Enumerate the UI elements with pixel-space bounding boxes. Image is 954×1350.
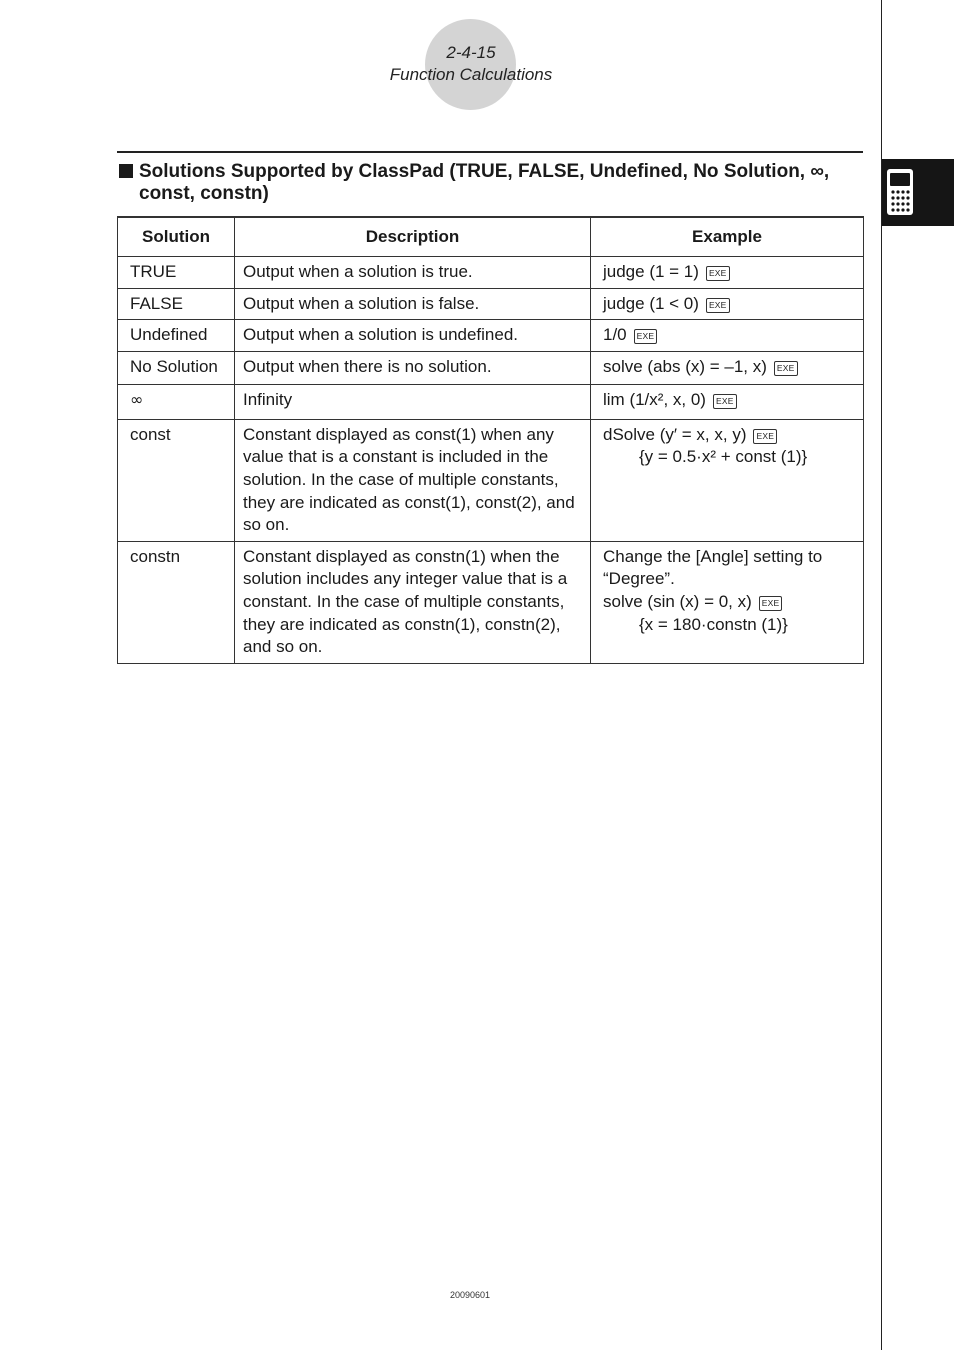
solution-cell: TRUE — [118, 257, 235, 289]
page-number: 2-4-15 — [446, 43, 496, 62]
exe-key-icon: EXE — [634, 329, 658, 344]
example-result: {x = 180·constn (1)} — [639, 614, 788, 634]
example-cell — [591, 320, 864, 352]
example-cell — [591, 288, 864, 320]
description-cell: Constant displayed as constn(1) when the solution includes any integer value that is a constant. In the case of multiple constants, they are indicated as constn(1), constn(2), and so on. — [235, 541, 591, 663]
solution-cell — [118, 384, 235, 419]
example-result: {y = 0.5·x² + const (1)} — [639, 447, 808, 467]
table-row — [118, 351, 864, 384]
section-heading — [117, 161, 867, 205]
example-text: solve (abs (x) = –1, x) — [603, 356, 767, 376]
example-cell — [591, 257, 864, 289]
table-row — [118, 320, 864, 352]
description-cell: Output when a solution is true. — [235, 257, 591, 289]
table-row — [118, 384, 864, 419]
chapter-tab — [882, 159, 954, 226]
example-cell — [591, 351, 864, 384]
exe-key-icon: EXE — [706, 298, 730, 313]
section-rule — [117, 151, 863, 153]
table-row — [118, 257, 864, 289]
example-text: 1/0 — [603, 325, 627, 345]
table-header-row — [118, 217, 864, 257]
infinity-symbol: ∞ — [130, 389, 144, 409]
document-code: 20090601 — [449, 1290, 491, 1300]
column-header-solution: Solution — [118, 217, 235, 257]
description-cell: Output when there is no solution. — [235, 351, 591, 384]
solution-cell: No Solution — [118, 351, 235, 384]
column-header-example: Example — [591, 217, 864, 257]
column-header-description: Description — [235, 217, 591, 257]
section-heading-text: Solutions Supported by ClassPad (TRUE, FALSE, Undefined, No Solution, ∞, const, constn) — [139, 161, 830, 204]
solution-cell: Undefined — [118, 320, 235, 352]
example-cell — [591, 419, 864, 541]
example-text: dSolve (y′ = x, x, y) — [603, 424, 747, 444]
exe-key-icon: EXE — [759, 596, 783, 611]
description-cell: Output when a solution is undefined. — [235, 320, 591, 352]
description-cell: Infinity — [235, 384, 591, 419]
example-cell — [591, 541, 864, 663]
description-cell: Output when a solution is false. — [235, 288, 591, 320]
example-text: judge (1 < 0) — [603, 293, 699, 313]
exe-key-icon: EXE — [753, 429, 777, 444]
description-cell: Constant displayed as const(1) when any value that is a constant is included in the solution. In the case of multiple constants, they are indicated as const(1), const(2), and so on. — [235, 419, 591, 541]
table-row — [118, 288, 864, 320]
table-row — [118, 419, 864, 541]
exe-key-icon: EXE — [706, 266, 730, 281]
chapter-title: Function Calculations — [389, 65, 553, 84]
calculator-icon — [886, 168, 914, 216]
solution-cell: constn — [118, 541, 235, 663]
table-row — [118, 541, 864, 663]
square-bullet-icon — [119, 164, 133, 178]
exe-key-icon: EXE — [774, 361, 798, 376]
solution-cell: const — [118, 419, 235, 541]
example-text: lim (1/x², x, 0) — [603, 389, 706, 409]
example-note: Change the [Angle] setting to “Degree”. — [603, 546, 823, 589]
solution-cell: FALSE — [118, 288, 235, 320]
example-text: solve (sin (x) = 0, x) — [603, 591, 752, 611]
example-text: judge (1 = 1) — [603, 262, 699, 281]
example-cell — [591, 384, 864, 419]
exe-key-icon: EXE — [713, 394, 737, 409]
solutions-table — [117, 216, 864, 664]
